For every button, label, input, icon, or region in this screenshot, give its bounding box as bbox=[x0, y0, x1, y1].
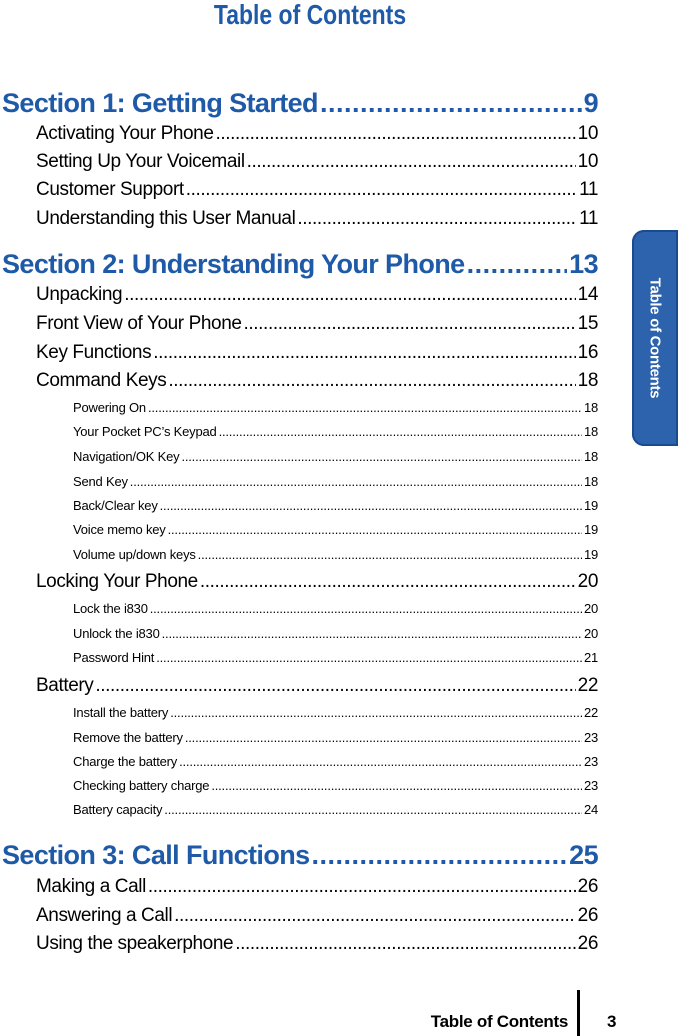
toc-entry[interactable] bbox=[36, 341, 598, 365]
toc-entry-page: 11 bbox=[579, 179, 598, 200]
toc-entry-page: 15 bbox=[577, 313, 598, 334]
toc-entry-title: Navigation/OK Key bbox=[73, 449, 180, 464]
toc-entry-title: Powering On bbox=[73, 400, 146, 415]
toc-leader-dots bbox=[186, 178, 577, 202]
toc-leader-dots bbox=[148, 875, 576, 899]
toc-leader-dots bbox=[170, 704, 582, 722]
toc-entry-title: Section 1: Getting Started bbox=[2, 88, 318, 118]
toc-entry[interactable] bbox=[36, 150, 598, 174]
footer-page-number: 3 bbox=[607, 1012, 617, 1031]
toc-entry-title: Front View of Your Phone bbox=[36, 313, 242, 334]
toc-subentry[interactable] bbox=[73, 801, 598, 819]
toc-entry-title: Activating Your Phone bbox=[36, 123, 214, 144]
toc-entry-title: Checking battery charge bbox=[73, 778, 210, 793]
toc-leader-dots bbox=[320, 88, 582, 118]
toc-subentry[interactable] bbox=[73, 448, 598, 466]
side-tab-label: Table of Contents bbox=[646, 277, 664, 399]
toc-leader-dots bbox=[130, 473, 582, 491]
toc-entry-title: Answering a Call bbox=[36, 905, 173, 926]
toc-leader-dots bbox=[247, 150, 576, 174]
toc-entry[interactable] bbox=[36, 904, 598, 928]
toc-entry-page: 23 bbox=[583, 778, 598, 793]
toc-leader-dots bbox=[211, 777, 582, 795]
toc-leader-dots bbox=[168, 521, 582, 539]
toc-subentry[interactable] bbox=[73, 704, 598, 722]
toc-entry-title: Using the speakerphone bbox=[36, 933, 234, 954]
toc-entry-page: 18 bbox=[583, 400, 598, 415]
toc-entry-page: 18 bbox=[583, 449, 598, 464]
toc-entry-page: 19 bbox=[583, 498, 598, 513]
toc-entry[interactable] bbox=[36, 122, 598, 146]
toc-entry-page: 10 bbox=[577, 151, 598, 172]
toc-entry-page: 22 bbox=[577, 675, 598, 696]
toc-entry-page: 19 bbox=[583, 522, 598, 537]
footer-section-label: Table of Contents bbox=[430, 1012, 568, 1031]
toc-leader-dots bbox=[244, 312, 576, 336]
toc-entry[interactable] bbox=[36, 369, 598, 393]
toc-entry[interactable] bbox=[36, 570, 598, 594]
toc-subentry[interactable] bbox=[73, 497, 598, 515]
toc-entry[interactable] bbox=[36, 932, 598, 956]
toc-entry[interactable] bbox=[36, 283, 598, 307]
toc-entry-page: 20 bbox=[583, 601, 598, 616]
toc-leader-dots bbox=[160, 497, 582, 515]
toc-leader-dots bbox=[198, 546, 582, 564]
toc-entry-title: Making a Call bbox=[36, 876, 146, 897]
toc-entry-title: Your Pocket PC’s Keypad bbox=[73, 424, 217, 439]
toc-entry-title: Back/Clear key bbox=[73, 498, 158, 513]
toc-entry-title: Customer Support bbox=[36, 179, 184, 200]
toc-entry-title: Battery bbox=[36, 675, 94, 696]
toc-entry-title: Key Functions bbox=[36, 342, 152, 363]
toc-entry-page: 23 bbox=[583, 730, 598, 745]
toc-entry-page: 24 bbox=[583, 802, 598, 817]
toc-entry-page: 25 bbox=[569, 840, 598, 870]
toc-entry-title: Setting Up Your Voicemail bbox=[36, 151, 245, 172]
toc-leader-dots bbox=[162, 625, 582, 643]
toc-entry-title: Unpacking bbox=[36, 284, 123, 305]
toc-entry-page: 22 bbox=[583, 705, 598, 720]
toc-entry[interactable] bbox=[36, 178, 598, 202]
toc-entry-page: 20 bbox=[583, 626, 598, 641]
toc-section-heading[interactable] bbox=[2, 88, 598, 118]
toc-leader-dots bbox=[235, 932, 575, 956]
toc-entry-title: Battery capacity bbox=[73, 802, 163, 817]
toc-entry-page: 26 bbox=[577, 905, 598, 926]
toc-leader-dots bbox=[168, 369, 575, 393]
toc-entry-title: Command Keys bbox=[36, 370, 167, 391]
toc-subentry[interactable] bbox=[73, 649, 598, 667]
toc-subentry[interactable] bbox=[73, 423, 598, 441]
toc-entry-title: Section 2: Understanding Your Phone bbox=[2, 249, 465, 279]
toc-entry-title: Send Key bbox=[73, 474, 128, 489]
toc-section-heading[interactable] bbox=[2, 249, 598, 279]
toc-leader-dots bbox=[179, 753, 582, 771]
toc-leader-dots bbox=[156, 649, 582, 667]
toc-entry-title: Understanding this User Manual bbox=[36, 208, 296, 229]
toc-entry-page: 21 bbox=[583, 650, 598, 665]
toc-entry-page: 18 bbox=[577, 370, 598, 391]
toc-entry-page: 14 bbox=[577, 284, 598, 305]
toc-subentry[interactable] bbox=[73, 399, 598, 417]
toc-entry-page: 18 bbox=[583, 474, 598, 489]
toc-entry-title: Charge the battery bbox=[73, 754, 178, 769]
toc-entry-page: 16 bbox=[577, 342, 598, 363]
toc-leader-dots bbox=[312, 840, 568, 870]
toc-leader-dots bbox=[148, 399, 582, 417]
toc-entry-title: Locking Your Phone bbox=[36, 571, 198, 592]
toc-subentry[interactable] bbox=[73, 777, 598, 795]
toc-section-heading[interactable] bbox=[2, 840, 598, 870]
toc-leader-dots bbox=[124, 283, 575, 307]
toc-subentry[interactable] bbox=[73, 521, 598, 539]
toc-entry-title: Volume up/down keys bbox=[73, 547, 196, 562]
toc-subentry[interactable] bbox=[73, 729, 598, 747]
toc-entry[interactable] bbox=[36, 674, 598, 698]
toc-subentry[interactable] bbox=[73, 546, 598, 564]
toc-leader-dots bbox=[95, 674, 575, 698]
toc-entry-page: 9 bbox=[583, 88, 598, 118]
toc-leader-dots bbox=[174, 904, 575, 928]
toc-entry-title: Password Hint bbox=[73, 650, 155, 665]
toc-entry-page: 20 bbox=[577, 571, 598, 592]
toc-entry[interactable] bbox=[36, 312, 598, 336]
toc-entry-page: 13 bbox=[569, 249, 598, 279]
toc-leader-dots bbox=[185, 729, 582, 747]
toc-subentry[interactable] bbox=[73, 600, 598, 618]
side-tab[interactable] bbox=[632, 230, 678, 446]
toc-entry[interactable] bbox=[36, 207, 598, 231]
toc-subentry[interactable] bbox=[73, 473, 598, 491]
toc-leader-dots bbox=[467, 249, 568, 279]
toc-entry-title: Section 3: Call Functions bbox=[2, 840, 310, 870]
toc-entry-page: 19 bbox=[583, 547, 598, 562]
toc-subentry[interactable] bbox=[73, 753, 598, 771]
toc-entry-page: 10 bbox=[577, 123, 598, 144]
toc-entry-title: Install the battery bbox=[73, 705, 169, 720]
toc-leader-dots bbox=[216, 122, 576, 146]
toc-entry-page: 26 bbox=[577, 876, 598, 897]
toc-entry-page: 11 bbox=[579, 208, 598, 229]
toc-leader-dots bbox=[219, 423, 582, 441]
toc-leader-dots bbox=[164, 801, 582, 819]
toc-leader-dots bbox=[200, 570, 576, 594]
toc-entry-title: Unlock the i830 bbox=[73, 626, 160, 641]
footer-divider bbox=[577, 990, 580, 1036]
toc-leader-dots bbox=[181, 448, 582, 466]
toc-entry-title: Voice memo key bbox=[73, 522, 166, 537]
toc-subentry[interactable] bbox=[73, 625, 598, 643]
toc-entry[interactable] bbox=[36, 875, 598, 899]
toc-entry-title: Remove the battery bbox=[73, 730, 183, 745]
toc-entry-page: 26 bbox=[577, 933, 598, 954]
toc-leader-dots bbox=[297, 207, 577, 231]
toc-leader-dots bbox=[150, 600, 582, 618]
page-title: Table of Contents bbox=[213, 0, 407, 30]
toc-entry-page: 23 bbox=[583, 754, 598, 769]
toc-entry-page: 18 bbox=[583, 424, 598, 439]
toc-leader-dots bbox=[153, 341, 575, 365]
toc-entry-title: Lock the i830 bbox=[73, 601, 148, 616]
